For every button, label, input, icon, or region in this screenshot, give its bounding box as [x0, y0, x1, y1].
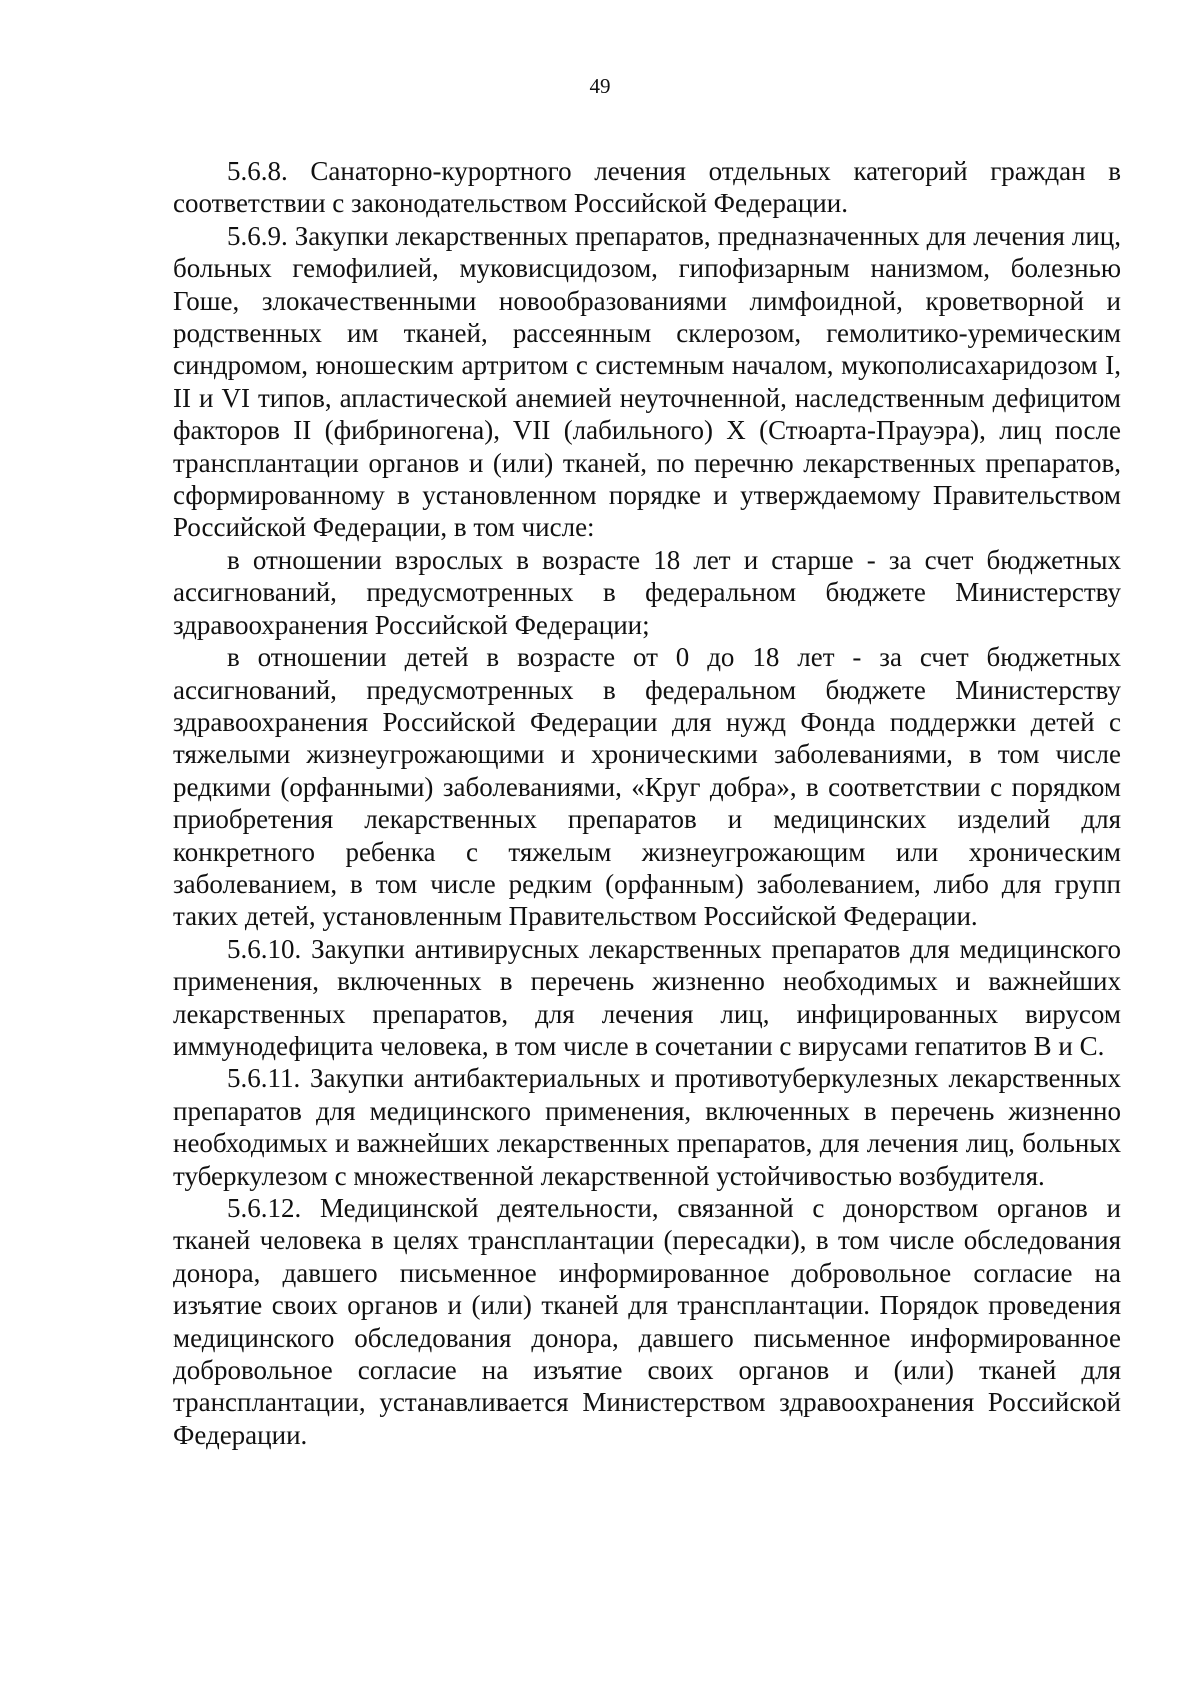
document-body: [173, 155, 1121, 1451]
paragraph-5-6-11: 5.6.11. Закупки антибактериальных и противотуберкулезных лекарственных препаратов для медицинского применения, включенных в перечень жизненно необходимых и важнейших лекарственных препаратов, для лечения лиц, больных туберкулезом с множественной лекарственной устойчивостью возбудителя.: [173, 1063, 1121, 1191]
paragraph-5-6-10: 5.6.10. Закупки антивирусных лекарственных препаратов для медицинского применения, включенных в перечень жизненно необходимых и важнейших лекарственных препаратов, для лечения лиц, инфицированных вирусом иммунодефицита человека, в том числе в сочетании с вирусами гепатитов B и C.: [173, 933, 1121, 1061]
paragraph-5-6-8: 5.6.8. Санаторно-курортного лечения отдельных категорий граждан в соответствии с законодательством Российской Федерации.: [173, 156, 1121, 219]
paragraph-5-6-9: 5.6.9. Закупки лекарственных препаратов, предназначенных для лечения лиц, больных гемофилией, муковисцидозом, гипофизарным нанизмом, болезнью Гоше, злокачественными новообразованиями лимфоидной, кроветворной и родственных им тканей, рассеянным склерозом, гемолитико-уремическим синдромом, юношеским артритом с системным началом, мукополисахаридозом I, II и VI типов, апластической анемией неуточненной, наследственным дефицитом факторов II (фибриногена), VII (лабильного) X (Стюарта-Прауэра), лиц после трансплантации органов и (или) тканей, по перечню лекарственных препаратов, сформированному в установленном порядке и утверждаемому Правительством Российской Федерации, в том числе:: [173, 220, 1121, 543]
paragraph-adults: в отношении взрослых в возрасте 18 лет и старше - за счет бюджетных ассигнований, предусмотренных в федеральном бюджете Министерству здравоохранения Российской Федерации;: [173, 544, 1121, 640]
paragraph-children: в отношении детей в возрасте от 0 до 18 лет - за счет бюджетных ассигнований, предусмотренных в федеральном бюджете Министерству здравоохранения Российской Федерации для нужд Фонда поддержки детей с тяжелыми жизнеугрожающими и хроническими заболеваниями, в том числе редкими (орфанными) заболеваниями, «Круг добра», в соответствии с порядком приобретения лекарственных препаратов и медицинских изделий для конкретного ребенка с тяжелым жизнеугрожающим или хроническим заболеванием, в том числе редким (орфанным) заболеванием, либо для групп таких детей, установленным Правительством Российской Федерации.: [173, 642, 1121, 932]
page-number: 49: [589, 74, 611, 98]
paragraph-5-6-12: 5.6.12. Медицинской деятельности, связанной с донорством органов и тканей человека в целях трансплантации (пересадки), в том числе обследования донора, давшего письменное информированное добровольное согласие на изъятие своих органов и (или) тканей для трансплантации. Порядок проведения медицинского обследования донора, давшего письменное информированное добровольное согласие на изъятие своих органов и (или) тканей для трансплантации, устанавливается Министерством здравоохранения Российской Федерации.: [173, 1193, 1121, 1450]
